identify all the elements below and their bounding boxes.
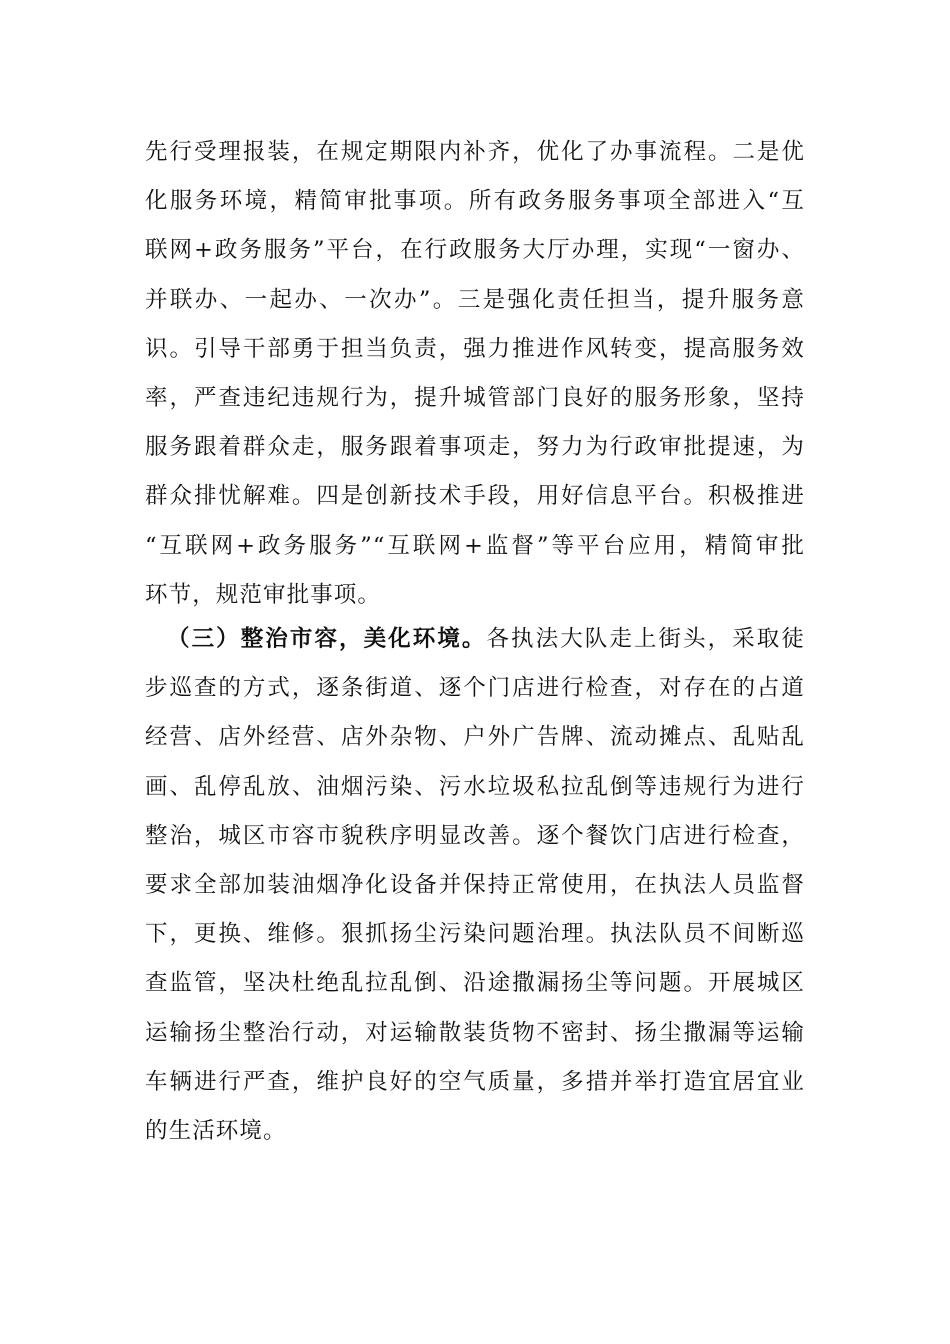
paragraph-line: 识。引导干部勇于担当负责，强力推进作风转变，提高服务效 [145, 335, 805, 362]
heading-line-rest: 各执法大队走上街头，采取徒 [486, 626, 805, 652]
paragraph-line: 整治，城区市容市貌秩序明显改善。逐个餐饮门店进行检查， [145, 822, 805, 849]
paragraph-line: 群众排忧解难。四是创新技术手段，用好信息平台。积极推进 [145, 483, 805, 510]
paragraph-line: “互联网+政务服务”“互联网+监督”等平台应用，精简审批 [145, 532, 805, 559]
paragraph-line: 查监管，坚决杜绝乱拉乱倒、沿途撒漏扬尘等问题。开展城区 [145, 970, 805, 997]
paragraph-line: 服务跟着群众走，服务跟着事项走，努力为行政审批提速，为 [145, 434, 805, 461]
paragraph-line: 联网+政务服务”平台，在行政服务大厅办理，实现“一窗办、 [145, 237, 805, 264]
paragraph-line: 化服务环境，精简审批事项。所有政务服务事项全部进入“互 [145, 188, 805, 215]
paragraph-first-line [145, 615, 805, 664]
paragraph-line: 率，严查违纪违规行为，提升城管部门良好的服务形象，坚持 [145, 384, 805, 411]
paragraph-line: 的生活环境。 [145, 1117, 287, 1144]
paragraph-continuation [145, 128, 805, 620]
paragraph-line: 步巡查的方式，逐条街道、逐个门店进行检查，对存在的占道 [145, 675, 805, 702]
paragraph-line: 要求全部加装油烟净化设备并保持正常使用，在执法人员监督 [145, 871, 805, 898]
paragraph-line: 环节，规范审批事项。 [145, 581, 382, 608]
paragraph-line: 画、乱停乱放、油烟污染、污水垃圾私拉乱倒等违规行为进行 [145, 773, 805, 800]
section-heading: （三）整治市容，美化环境。 [167, 626, 487, 652]
paragraph-line: 并联办、一起办、一次办”。三是强化责任担当，提升服务意 [145, 286, 805, 313]
paragraph-line: 车辆进行严查，维护良好的空气质量，多措并举打造宜居宜业 [145, 1068, 805, 1095]
paragraph-line: 经营、店外经营、店外杂物、户外广告牌、流动摊点、乱贴乱 [145, 724, 805, 751]
paragraph-line: 运输扬尘整治行动，对运输散装货物不密封、扬尘撒漏等运输 [145, 1019, 805, 1046]
paragraph-line: 先行受理报装，在规定期限内补齐，优化了办事流程。二是优 [145, 139, 805, 165]
paragraph-section-three [145, 615, 805, 1156]
paragraph-line: 下，更换、维修。狠抓扬尘污染问题治理。执法队员不间断巡 [145, 921, 805, 948]
